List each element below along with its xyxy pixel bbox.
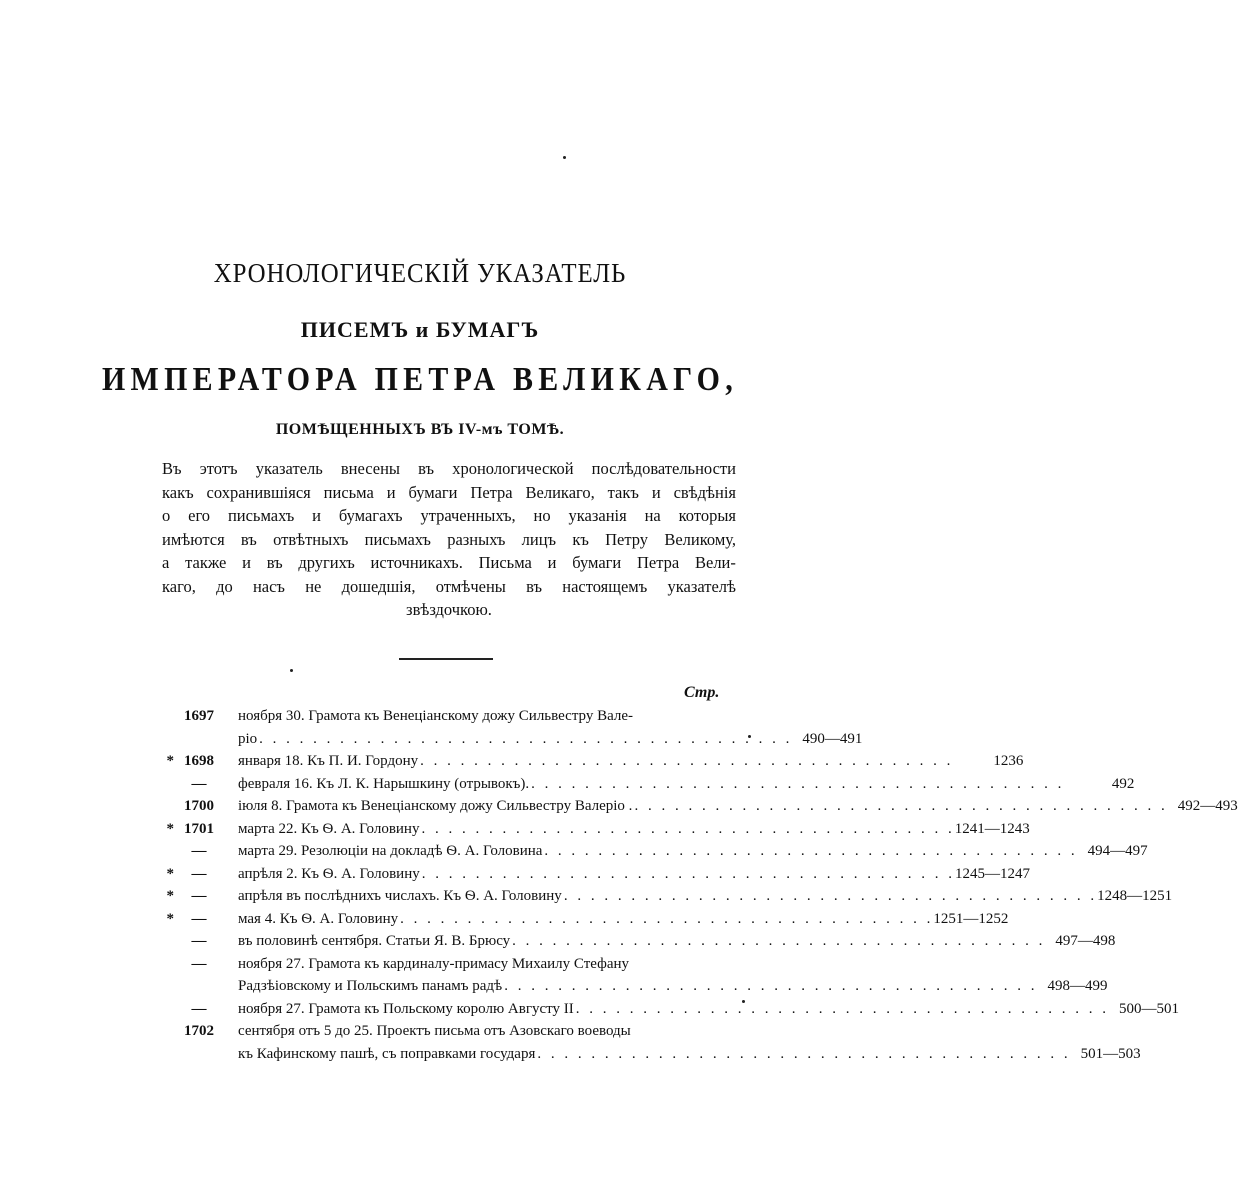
entry-pages: 1248—1251 xyxy=(1097,888,1173,904)
dot-leader xyxy=(420,863,955,886)
entry-description: въ половинѣ сентября. Статьи Я. В. Брюсу xyxy=(238,933,511,949)
index-entry xyxy=(160,840,1148,863)
intro-last-line: звѣздочкою. xyxy=(406,600,492,619)
entry-description: марта 22. Къ Ѳ. А. Головину xyxy=(238,820,420,837)
entry-year: 1698 xyxy=(184,753,214,769)
index-entry xyxy=(160,750,1024,773)
entry-pages: 1251—1252 xyxy=(933,910,1009,927)
ink-speck xyxy=(290,669,293,672)
entry-description: апрѣля 2. Къ Ѳ. А. Головину xyxy=(238,865,420,882)
lost-document-star: * xyxy=(166,888,174,904)
entry-year: — xyxy=(191,865,207,882)
entry-year: — xyxy=(191,888,207,904)
entry-year: 1697 xyxy=(184,708,214,724)
intro-line: имѣются въ отвѣтныхъ письмахъ разныхъ лицъ къ Петру Великому, xyxy=(162,529,736,549)
entry-description: февраля 16. Къ Л. К. Нарышкину (отрывокъ). xyxy=(238,775,530,792)
index-entry xyxy=(160,1020,1141,1065)
dot-leader xyxy=(502,975,1037,998)
intro-line: каго, до насъ не дошедшія, отмѣчены въ настоящемъ указателѣ xyxy=(162,576,736,596)
intro-paragraph xyxy=(162,457,736,622)
dot-leader xyxy=(398,908,933,931)
entry-year: — xyxy=(191,933,207,949)
entry-description-continued: къ Кафинскому пашѣ, съ поправками государя xyxy=(238,1045,536,1062)
lost-document-star: * xyxy=(166,753,174,769)
dot-leader xyxy=(418,750,953,773)
entry-pages: 500—501 xyxy=(1119,1000,1179,1017)
entry-pages: 498—499 xyxy=(1047,978,1108,994)
entry-description: мая 4. Къ Ѳ. А. Головину xyxy=(238,910,399,927)
title-emperor-peter: ИМПЕРАТОРА ПЕТРА ВЕЛИКАГО, xyxy=(102,361,738,398)
dot-leader xyxy=(535,1043,1070,1066)
entry-pages: 492—493 xyxy=(1177,798,1238,814)
entry-year: — xyxy=(191,1000,207,1017)
index-entry xyxy=(160,705,863,750)
intro-line: Въ этотъ указатель внесены въ хронологической послѣдовательности xyxy=(162,459,736,478)
entry-description-continued: Радзѣіовскому и Польскимъ панамъ радѣ xyxy=(238,978,503,994)
index-entry xyxy=(160,773,1135,796)
dot-leader xyxy=(419,818,954,841)
entry-year: — xyxy=(191,843,207,859)
entry-year: 1701 xyxy=(184,820,214,837)
ink-speck xyxy=(563,156,566,159)
intro-line: а также и въ другихъ источникахъ. Письма и бумаги Петра Вели- xyxy=(162,553,736,572)
dot-leader xyxy=(510,930,1045,953)
index-entry xyxy=(160,818,1030,841)
entry-year: 1702 xyxy=(184,1023,214,1039)
lost-document-star: * xyxy=(166,865,174,882)
lost-document-star: * xyxy=(166,910,174,927)
entry-year: 1700 xyxy=(184,798,214,814)
entry-description: сентября отъ 5 до 25. Проектъ письма отъ Азовскаго воеводы xyxy=(238,1023,631,1039)
index-entry xyxy=(160,998,1179,1021)
entry-description-continued: ріо xyxy=(238,730,258,747)
title-volume: ПОМѢЩЕННЫХЪ ВЪ IV-мъ ТОМѢ. xyxy=(275,421,565,438)
intro-line: какъ сохранившіяся письма и бумаги Петра Великаго, такъ и свѣдѣнія xyxy=(162,482,736,502)
dot-leader xyxy=(542,840,1077,863)
dot-leader xyxy=(574,998,1109,1021)
chronological-index-list xyxy=(160,705,1238,1065)
entry-description: ноября 27. Грамота къ кардиналу-примасу Михаилу Стефану xyxy=(238,955,630,972)
dot-leader xyxy=(632,795,1167,818)
entry-year: — xyxy=(191,775,207,792)
entry-description: ноября 27. Грамота къ Польскому королю Августу II xyxy=(238,1000,574,1017)
entry-pages: 501—503 xyxy=(1080,1045,1141,1062)
index-entry xyxy=(160,795,1238,818)
section-divider xyxy=(399,658,493,660)
dot-leader xyxy=(562,885,1097,908)
entry-year: — xyxy=(191,910,207,927)
entry-pages: 494—497 xyxy=(1087,843,1148,859)
lost-document-star: * xyxy=(166,820,174,837)
title-letters-and-papers: ПИСЕМЪ и БУМАГЪ xyxy=(300,317,540,342)
dot-leader xyxy=(529,773,1064,796)
entry-description: іюля 8. Грамота къ Венеціанскому дожу Сильвестру Валеріо . xyxy=(238,798,633,814)
entry-pages: 1241—1243 xyxy=(954,820,1030,837)
intro-line: о его письмахъ и бумагахъ утраченныхъ, но указанія на которыя xyxy=(162,506,736,525)
title-chronological-index: ХРОНОЛОГИЧЕСКІЙ УКАЗАТЕЛЬ xyxy=(213,258,627,288)
entry-pages: 490—491 xyxy=(802,730,863,747)
index-entry xyxy=(160,863,1030,886)
entry-pages: 1245—1247 xyxy=(954,865,1030,882)
index-entry xyxy=(160,885,1173,908)
entry-pages: 1236 xyxy=(993,753,1024,769)
index-entry xyxy=(160,908,1009,931)
entry-year: — xyxy=(191,955,207,972)
entry-description: апрѣля въ послѣднихъ числахъ. Къ Ѳ. А. Головину xyxy=(238,888,562,904)
dot-leader xyxy=(257,728,792,751)
page-column-label: Стр. xyxy=(684,684,720,701)
index-entry xyxy=(160,953,1108,998)
index-entry xyxy=(160,930,1116,953)
entry-pages: 492 xyxy=(1111,775,1135,792)
entry-description: ноября 30. Грамота къ Венеціанскому дожу Сильвестру Вале- xyxy=(238,708,634,724)
entry-description: марта 29. Резолюціи на докладѣ Ѳ. А. Головина xyxy=(238,843,543,859)
entry-description: января 18. Къ П. И. Гордону xyxy=(238,753,419,769)
entry-pages: 497—498 xyxy=(1055,933,1116,949)
